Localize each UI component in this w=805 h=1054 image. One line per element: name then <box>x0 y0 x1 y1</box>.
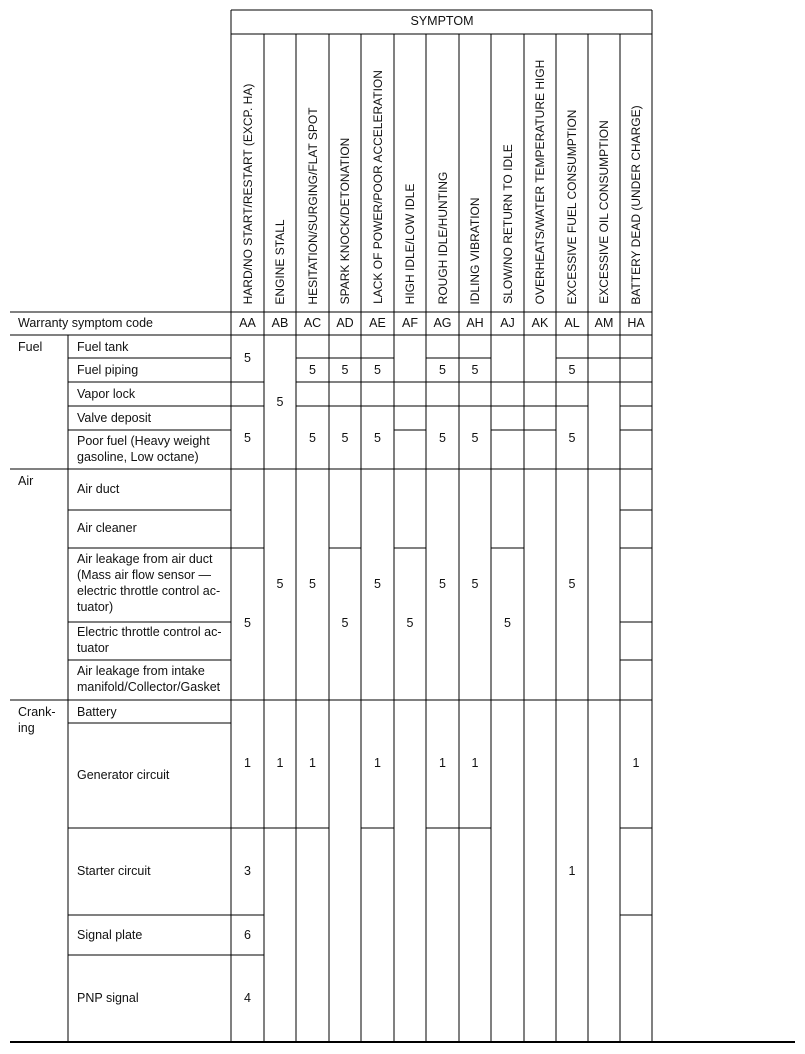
cell-value: 5 <box>471 363 479 377</box>
cell-value: 5 <box>471 577 479 591</box>
symptom-code-ad: AD <box>336 316 354 330</box>
column-header-ak: OVERHEATS/WATER TEMPERATURE HIGH <box>533 59 547 304</box>
cell-value: 5 <box>568 577 576 591</box>
cell-value: 5 <box>439 577 446 591</box>
symptom-code-aa: AA <box>239 316 256 330</box>
cell-value: 5 <box>244 351 251 365</box>
warranty-symptom-code-label: Warranty symptom code <box>18 316 153 330</box>
cell-value: 5 <box>439 431 446 445</box>
symptom-code-ha: HA <box>627 316 645 330</box>
cell-value: 5 <box>568 431 576 445</box>
cell-value: 5 <box>504 616 511 630</box>
cell-value: 4 <box>244 991 251 1005</box>
column-header-am: EXCESSIVE OIL CONSUMPTION <box>597 120 611 304</box>
symptom-code-ah: AH <box>466 316 484 330</box>
cell-value: 5 <box>439 363 446 377</box>
column-header-ac: HESITATION/SURGING/FLAT SPOT <box>305 106 320 305</box>
item-fuel-piping: Fuel piping <box>77 363 139 377</box>
item-poor-fuel: Poor fuel (Heavy weight gasoline, Low octane) <box>77 434 210 464</box>
group-fuel: Fuel <box>18 340 43 354</box>
column-header-ah: IDLING VIBRATION <box>468 196 482 305</box>
column-header-al: EXCESSIVE FUEL CONSUMPTION <box>565 109 579 304</box>
cell-value: 1 <box>244 756 251 770</box>
cell-value: 5 <box>471 431 479 445</box>
column-header-ag: ROUGH IDLE/HUNTING <box>435 171 450 304</box>
cell-value: 5 <box>374 363 381 377</box>
symptom-code-ab: AB <box>271 316 289 330</box>
item-fuel-tank: Fuel tank <box>77 340 129 354</box>
cell-value: 5 <box>406 616 414 630</box>
cell-value: 5 <box>244 616 251 630</box>
cell-value: 1 <box>276 756 284 770</box>
cell-value: 1 <box>309 756 316 770</box>
symptom-code-am: AM <box>594 316 614 330</box>
item-air-leakage-intake: Air leakage from intake manifold/Collector/Gasket <box>77 664 221 694</box>
column-header-ae: LACK OF POWER/POOR ACCELERATION <box>370 70 385 304</box>
symptom-code-ae: AE <box>369 316 386 330</box>
cell-value: 5 <box>341 431 349 445</box>
column-header-af: HIGH IDLE/LOW IDLE <box>403 183 417 304</box>
cell-value: 1 <box>568 864 576 878</box>
item-vapor-lock: Vapor lock <box>77 387 136 401</box>
symptom-code-ak: AK <box>531 316 549 330</box>
cell-value: 5 <box>276 395 284 409</box>
item-generator-circuit: Generator circuit <box>77 768 170 782</box>
cell-value: 6 <box>244 928 251 942</box>
item-battery: Battery <box>77 705 117 719</box>
column-header-ad: SPARK KNOCK/DETONATION <box>338 137 352 304</box>
symptom-code-ac: AC <box>303 316 322 330</box>
item-valve-deposit: Valve deposit <box>77 411 152 425</box>
column-header-ha: BATTERY DEAD (UNDER CHARGE) <box>629 104 643 305</box>
symptom-code-af: AF <box>402 316 418 330</box>
cell-value: 5 <box>568 363 576 377</box>
symptom-header: SYMPTOM <box>410 14 474 28</box>
item-electric-throttle: Electric throttle control ac-tuator <box>77 625 222 655</box>
column-header-aj: SLOW/NO RETURN TO IDLE <box>500 144 515 304</box>
item-air-leakage-duct: Air leakage from air duct (Mass air flow sensor — electric throttle control ac-tuator) <box>77 552 221 614</box>
symptom-code-aj: AJ <box>500 316 515 330</box>
cell-value: 5 <box>244 431 251 445</box>
item-starter-circuit: Starter circuit <box>77 864 151 878</box>
cell-value: 5 <box>276 577 284 591</box>
symptom-code-al: AL <box>564 316 580 330</box>
item-air-duct: Air duct <box>77 482 120 496</box>
group-cranking: Crank-ing <box>18 705 56 735</box>
cell-value: 1 <box>632 756 640 770</box>
cell-value: 5 <box>341 363 349 377</box>
column-header-aa: HARD/NO START/RESTART (EXCP. HA) <box>240 83 255 304</box>
column-header-ab: ENGINE STALL <box>273 218 287 305</box>
item-signal-plate: Signal plate <box>77 928 143 942</box>
group-air: Air <box>18 474 34 488</box>
symptom-code-ag: AG <box>433 316 452 330</box>
item-air-cleaner: Air cleaner <box>77 521 137 535</box>
cell-value: 1 <box>439 756 446 770</box>
cell-value: 5 <box>374 431 381 445</box>
cell-value: 3 <box>244 864 251 878</box>
cell-value: 5 <box>374 577 381 591</box>
cell-value: 5 <box>341 616 349 630</box>
cell-value: 1 <box>471 756 479 770</box>
cell-value: 1 <box>374 756 381 770</box>
cell-value: 5 <box>309 431 316 445</box>
cell-value: 5 <box>309 577 316 591</box>
item-pnp-signal: PNP signal <box>77 991 139 1005</box>
cell-value: 5 <box>309 363 316 377</box>
